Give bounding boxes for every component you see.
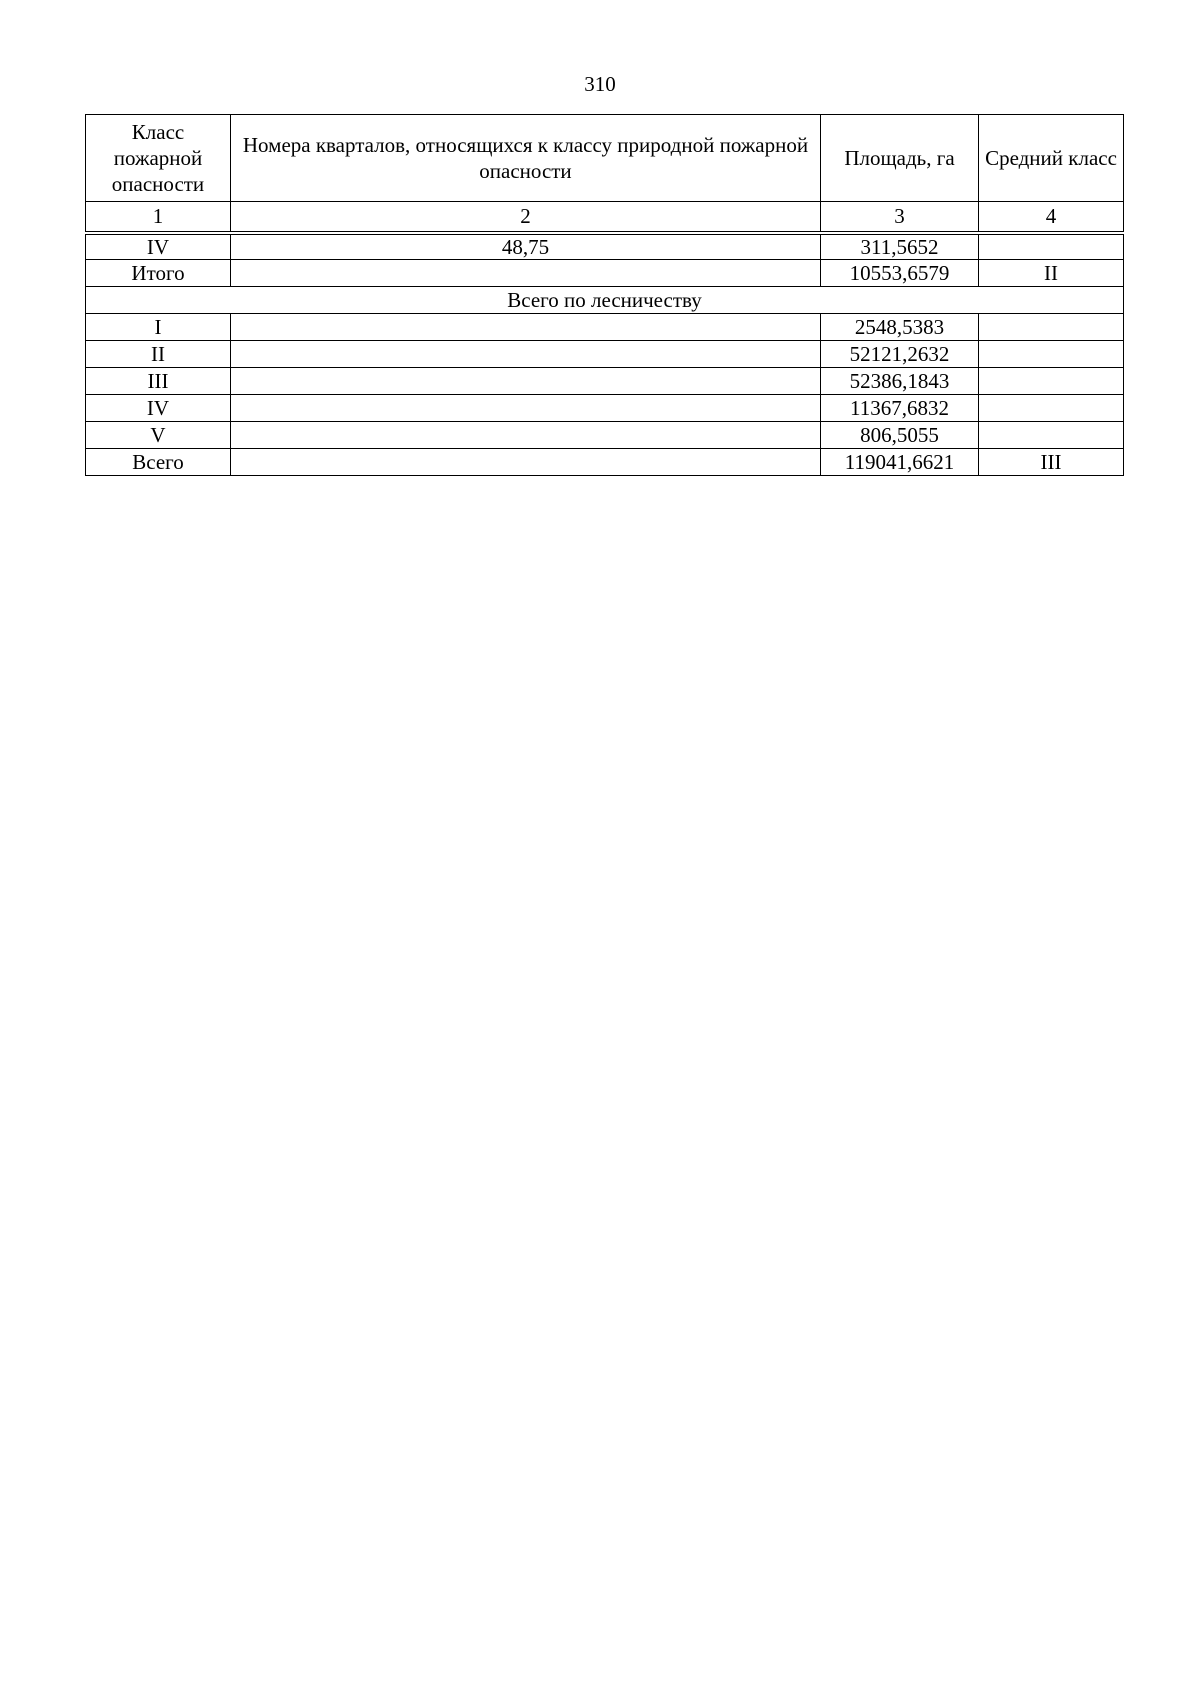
cell-quarters: [231, 341, 821, 368]
header-fire-class: Класс пожарной опасности: [86, 115, 231, 202]
column-number: 2: [231, 202, 821, 233]
table-row-total: [86, 449, 1124, 476]
cell-average: III: [979, 449, 1124, 476]
cell-class: I: [86, 314, 231, 341]
table-row: [86, 233, 1124, 260]
table-header-row: [86, 115, 1124, 202]
table-row: [86, 314, 1124, 341]
header-average-class: Средний класс: [979, 115, 1124, 202]
table-row-subtotal: [86, 260, 1124, 287]
fire-danger-table: [85, 114, 1124, 476]
section-title: Всего по лесничеству: [86, 287, 1124, 314]
cell-average: [979, 341, 1124, 368]
column-number: 3: [821, 202, 979, 233]
table-row: [86, 368, 1124, 395]
cell-average: II: [979, 260, 1124, 287]
cell-quarters: [231, 449, 821, 476]
cell-area: 52386,1843: [821, 368, 979, 395]
cell-average: [979, 233, 1124, 260]
header-area: Площадь, га: [821, 115, 979, 202]
cell-area: 10553,6579: [821, 260, 979, 287]
cell-average: [979, 368, 1124, 395]
cell-quarters: [231, 422, 821, 449]
table-row: [86, 422, 1124, 449]
column-number: 4: [979, 202, 1124, 233]
cell-quarters: [231, 260, 821, 287]
cell-class: Всего: [86, 449, 231, 476]
cell-class: II: [86, 341, 231, 368]
cell-area: 119041,6621: [821, 449, 979, 476]
cell-quarters: 48,75: [231, 233, 821, 260]
table-row: [86, 395, 1124, 422]
page-number: 310: [584, 72, 616, 96]
cell-class: IV: [86, 395, 231, 422]
column-number-row: [86, 202, 1124, 233]
section-title-row: [86, 287, 1124, 314]
cell-area: 52121,2632: [821, 341, 979, 368]
cell-quarters: [231, 395, 821, 422]
cell-quarters: [231, 368, 821, 395]
header-quarter-numbers: Номера кварталов, относящихся к классу природной пожарной опасности: [231, 115, 821, 202]
cell-class: Итого: [86, 260, 231, 287]
cell-class: V: [86, 422, 231, 449]
table-row: [86, 341, 1124, 368]
cell-average: [979, 422, 1124, 449]
cell-average: [979, 314, 1124, 341]
cell-class: III: [86, 368, 231, 395]
cell-area: 311,5652: [821, 233, 979, 260]
cell-quarters: [231, 314, 821, 341]
cell-area: 11367,6832: [821, 395, 979, 422]
cell-area: 2548,5383: [821, 314, 979, 341]
cell-class: IV: [86, 233, 231, 260]
cell-area: 806,5055: [821, 422, 979, 449]
column-number: 1: [86, 202, 231, 233]
cell-average: [979, 395, 1124, 422]
